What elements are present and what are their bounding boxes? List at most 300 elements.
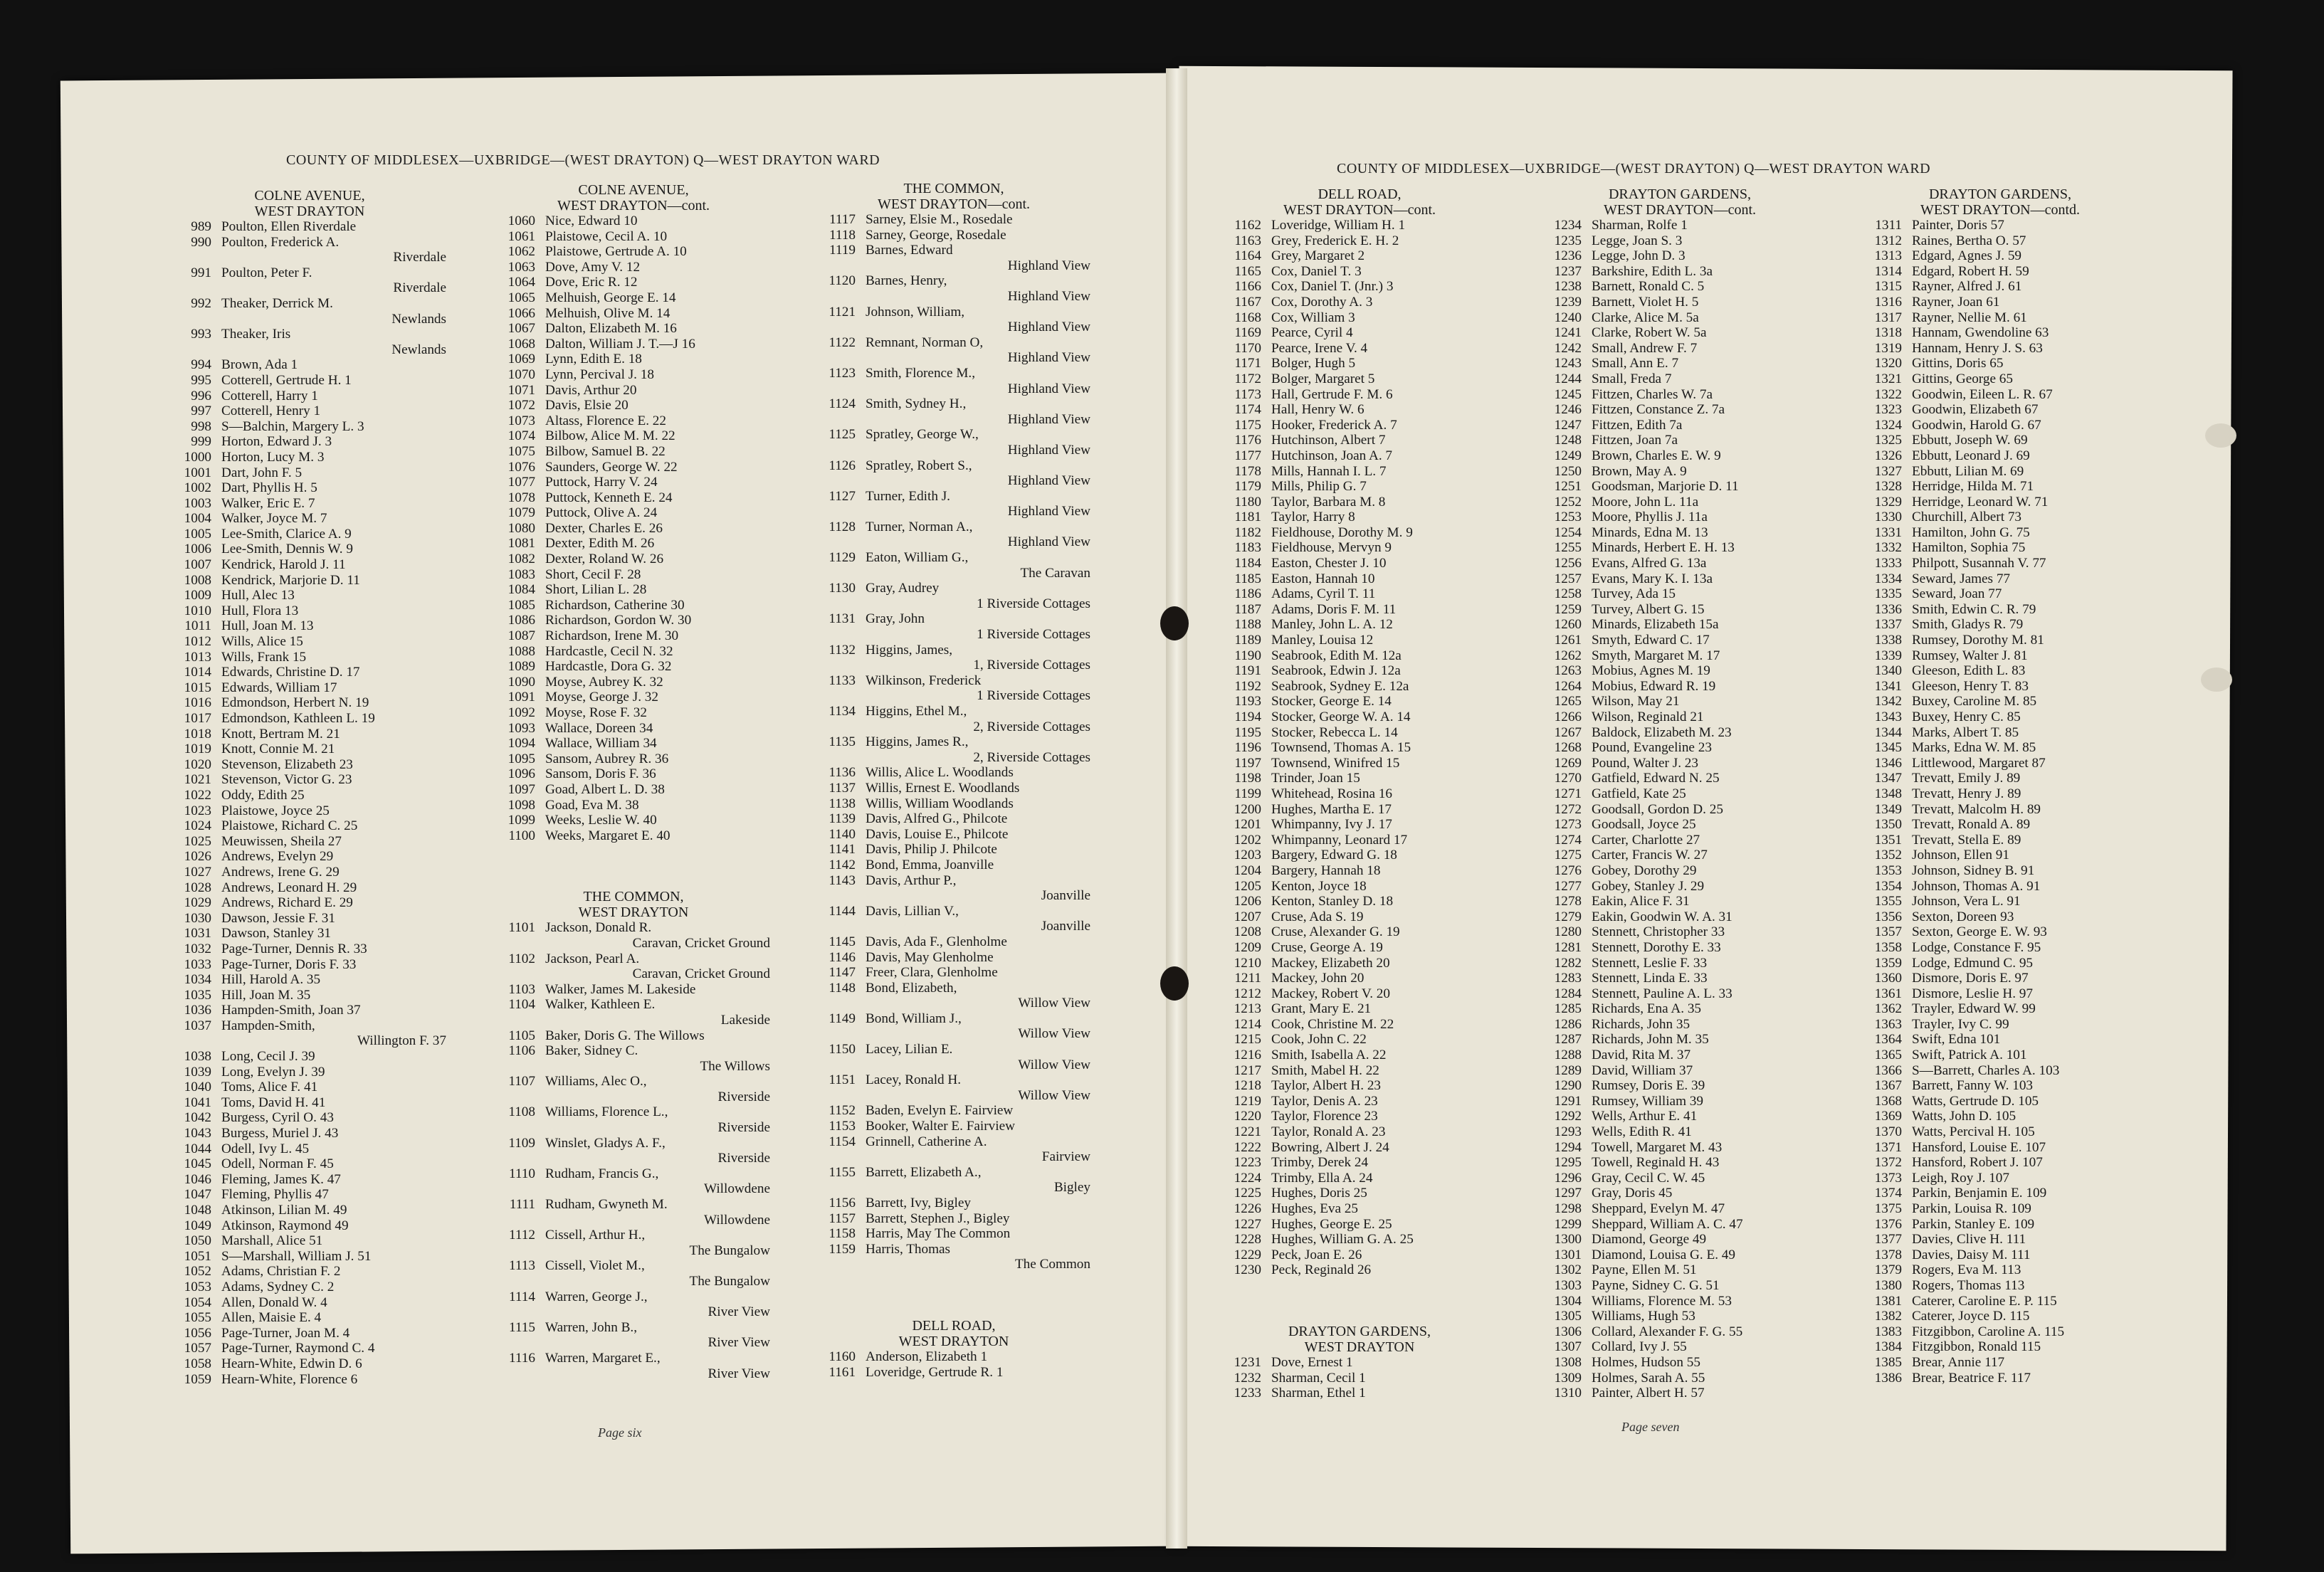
- elector-number: 1222: [1234, 1139, 1261, 1155]
- voter-entry: [1858, 879, 2142, 895]
- elector-name-address: Knott, Connie M. 21: [221, 742, 335, 757]
- elector-name-address: Grant, Mary E. 21: [1271, 1001, 1372, 1017]
- elector-name-address: Leigh, Roy J. 107: [1912, 1170, 2009, 1186]
- elector-number: 1019: [184, 742, 211, 757]
- elector-number: 1066: [508, 305, 535, 321]
- voter-entry: [1858, 940, 2142, 956]
- elector-number: 1355: [1874, 894, 1902, 909]
- section-heading: [1537, 186, 1822, 218]
- elector-name-address: Riverdale: [393, 280, 446, 296]
- elector-number: [491, 1366, 545, 1382]
- elector-name-address: Rudham, Gwyneth M.: [545, 1197, 668, 1213]
- elector-number: 1174: [1234, 402, 1261, 418]
- elector-number: 1275: [1554, 848, 1582, 863]
- elector-number: 1071: [508, 382, 535, 398]
- voter-entry: [1217, 233, 1502, 249]
- voter-entry: [1858, 1339, 2142, 1355]
- voter-entry: [811, 934, 1096, 950]
- elector-name-address: Anderson, Elizabeth 1: [866, 1349, 988, 1364]
- elector-number: 1384: [1874, 1339, 1902, 1355]
- elector-number: [491, 1274, 545, 1289]
- elector-number: 1228: [1234, 1232, 1261, 1247]
- voter-entry: [811, 1180, 1096, 1196]
- elector-number: 1231: [1234, 1354, 1261, 1370]
- elector-name-address: Remnant, Norman O,: [866, 334, 984, 350]
- voter-entry: [1858, 1001, 2142, 1017]
- elector-number: 1123: [829, 365, 856, 381]
- elector-name-address: Dawson, Stanley 31: [221, 926, 332, 941]
- elector-number: 1089: [508, 659, 535, 675]
- elector-number: 1039: [184, 1064, 211, 1080]
- elector-number: 1277: [1554, 878, 1582, 894]
- voter-entry: [811, 688, 1096, 704]
- elector-name-address: Cruse, George A. 19: [1271, 939, 1383, 955]
- elector-number: 1375: [1874, 1201, 1902, 1216]
- voter-entry: [1537, 1032, 1822, 1048]
- voter-entry: [1537, 418, 1822, 433]
- elector-number: [811, 381, 866, 397]
- elector-name-address: Evans, Mary K. I. 13a: [1592, 571, 1713, 586]
- voter-entry: [167, 557, 452, 573]
- voter-entry: [167, 988, 452, 1003]
- elector-number: 1353: [1874, 863, 1902, 878]
- elector-number: 1144: [829, 903, 856, 919]
- elector-name-address: Hamilton, Sophia 75: [1912, 540, 2026, 556]
- elector-number: 1372: [1874, 1155, 1902, 1171]
- elector-number: 1111: [509, 1197, 535, 1213]
- voter-entry: [1537, 909, 1822, 925]
- elector-number: 1190: [1234, 648, 1261, 663]
- elector-name-address: Dexter, Edith M. 26: [545, 536, 655, 552]
- elector-number: [811, 627, 866, 643]
- voter-entry: [1217, 525, 1502, 541]
- elector-number: 1213: [1234, 1001, 1261, 1017]
- elector-number: 1253: [1554, 510, 1582, 525]
- elector-name-address: Trevatt, Emily J. 89: [1912, 771, 2021, 786]
- elector-name-address: Fairview: [1041, 1149, 1090, 1165]
- elector-name-address: Trevatt, Henry J. 89: [1912, 786, 2021, 801]
- elector-name-address: Richards, John 35: [1592, 1016, 1691, 1032]
- elector-name-address: Hughes, George E. 25: [1271, 1216, 1392, 1232]
- elector-number: 1230: [1234, 1262, 1261, 1278]
- elector-name-address: Brear, Beatrice F. 117: [1912, 1370, 2031, 1386]
- voter-entry: [1217, 1247, 1502, 1263]
- elector-number: 1219: [1234, 1093, 1261, 1109]
- elector-name-address: Fieldhouse, Mervyn 9: [1271, 540, 1392, 556]
- elector-number: 1368: [1874, 1093, 1902, 1109]
- elector-number: 1010: [184, 603, 211, 618]
- elector-number: 1256: [1554, 556, 1582, 571]
- voter-entry: [167, 618, 452, 634]
- elector-number: 1214: [1234, 1016, 1261, 1032]
- elector-number: 1120: [829, 273, 856, 289]
- voter-entry: [1537, 1171, 1822, 1186]
- elector-name-address: Sharman, Cecil 1: [1271, 1370, 1366, 1386]
- elector-number: [811, 996, 866, 1011]
- elector-number: 1184: [1234, 556, 1261, 571]
- elector-name-address: Carter, Charlotte 27: [1592, 832, 1700, 848]
- voter-entry: [1537, 325, 1822, 341]
- elector-number: 1097: [508, 781, 535, 797]
- elector-name-address: Riverside: [717, 1089, 770, 1104]
- elector-number: 1309: [1554, 1370, 1582, 1386]
- voter-entry: [1217, 924, 1502, 940]
- elector-name-address: Taylor, Albert H. 23: [1271, 1078, 1382, 1094]
- elector-number: 1177: [1234, 448, 1261, 463]
- voter-entry: [1217, 879, 1502, 895]
- elector-name-address: Rumsey, Dorothy M. 81: [1912, 633, 2044, 648]
- voter-entry: [1537, 1355, 1822, 1371]
- elector-name-address: Sexton, George E. W. 93: [1912, 924, 2047, 940]
- voter-entry: [491, 521, 776, 537]
- voter-entry: [1217, 356, 1502, 371]
- elector-name-address: Poulton, Peter F.: [221, 265, 312, 280]
- elector-number: 1192: [1234, 678, 1261, 694]
- elector-name-address: Hughes, Eva 25: [1271, 1201, 1359, 1216]
- elector-number: 1079: [508, 505, 535, 521]
- elector-number: 1059: [184, 1371, 211, 1387]
- voter-entry: [167, 1203, 452, 1218]
- elector-name-address: Moore, Phyllis J. 11a: [1592, 510, 1708, 525]
- voter-entry: [811, 1226, 1096, 1242]
- voter-entry: [1858, 817, 2142, 833]
- elector-number: 1014: [184, 665, 211, 680]
- voter-entry: [1858, 218, 2142, 233]
- voter-entry: [811, 765, 1096, 781]
- section-heading-line: WEST DRAYTON—cont.: [877, 196, 1031, 212]
- elector-name-address: Sharman, Rolfe 1: [1592, 218, 1688, 233]
- voter-entry: [1217, 802, 1502, 818]
- voter-entry: [811, 1257, 1096, 1272]
- elector-number: 1296: [1554, 1170, 1582, 1186]
- voter-entry: [811, 566, 1096, 581]
- elector-name-address: Sarney, George, Rosedale: [866, 227, 1006, 243]
- elector-name-address: Williams, Hugh 53: [1592, 1309, 1695, 1324]
- elector-name-address: Barrett, Stephen J., Bigley: [866, 1210, 1010, 1226]
- elector-name-address: Brown, Charles E. W. 9: [1592, 448, 1721, 463]
- elector-name-address: Seward, Joan 77: [1912, 586, 2002, 602]
- elector-name-address: Long, Evelyn J. 39: [221, 1064, 325, 1080]
- section-heading-line: DELL ROAD,: [1318, 186, 1402, 202]
- voter-entry: [491, 1320, 776, 1336]
- elector-number: 1164: [1234, 248, 1261, 264]
- voter-entry: [811, 228, 1096, 243]
- elector-number: 1069: [508, 352, 535, 367]
- elector-name-address: Bargery, Edward G. 18: [1271, 848, 1397, 863]
- voter-entry: [1858, 387, 2142, 403]
- elector-number: [491, 1090, 545, 1105]
- elector-number: 1352: [1874, 848, 1902, 863]
- elector-number: 1047: [184, 1187, 211, 1203]
- elector-name-address: Wells, Arthur E. 41: [1592, 1109, 1698, 1124]
- elector-number: 1187: [1234, 601, 1261, 617]
- elector-number: 1342: [1874, 694, 1902, 709]
- elector-name-address: Watts, Gertrude D. 105: [1912, 1093, 2039, 1109]
- elector-number: [811, 1026, 866, 1042]
- elector-number: 1090: [508, 674, 535, 690]
- voter-entry: [167, 1065, 452, 1080]
- voter-entry: [167, 1280, 452, 1295]
- voter-entry: [167, 742, 452, 757]
- elector-number: 1240: [1554, 310, 1582, 325]
- voter-entry: [1858, 725, 2142, 741]
- voter-entry: [1537, 740, 1822, 756]
- voter-entry: [811, 443, 1096, 458]
- elector-name-address: Wallace, William 34: [545, 736, 657, 751]
- elector-name-address: Walker, Joyce M. 7: [221, 511, 327, 527]
- voter-entry: [491, 552, 776, 567]
- elector-number: 1252: [1554, 494, 1582, 510]
- voter-entry: [811, 1072, 1096, 1088]
- voter-entry: [491, 736, 776, 751]
- voter-entry: [1537, 725, 1822, 741]
- voter-entry: [491, 321, 776, 337]
- voter-entry: [1537, 510, 1822, 525]
- voter-entry: [491, 213, 776, 229]
- voter-entry: [811, 858, 1096, 873]
- voter-entry: [1537, 233, 1822, 249]
- elector-name-address: Lacey, Ronald H.: [866, 1072, 962, 1088]
- elector-name-address: Gittins, Doris 65: [1912, 356, 2004, 371]
- elector-number: 1171: [1234, 356, 1261, 371]
- elector-number: 1259: [1554, 601, 1582, 617]
- voter-entry: [167, 1141, 452, 1157]
- elector-name-address: Gatfield, Edward N. 25: [1592, 771, 1720, 786]
- elector-number: 1046: [184, 1171, 211, 1187]
- elector-name-address: Clarke, Robert W. 5a: [1592, 325, 1707, 341]
- voter-entry: [1217, 617, 1502, 633]
- elector-name-address: Gray, Cecil C. W. 45: [1592, 1170, 1705, 1186]
- voter-entry: [167, 1310, 452, 1326]
- voter-entry: [811, 673, 1096, 689]
- elector-number: [811, 1257, 866, 1272]
- elector-number: 1136: [829, 765, 856, 781]
- elector-name-address: Freer, Clara, Glenholme: [866, 965, 998, 981]
- voter-entry: [1537, 694, 1822, 709]
- elector-number: 1312: [1874, 233, 1902, 248]
- elector-name-address: Diamond, Louisa G. E. 49: [1592, 1247, 1735, 1262]
- voter-entry: [491, 1059, 776, 1075]
- elector-number: 1310: [1554, 1386, 1582, 1401]
- voter-entry: [1217, 894, 1502, 909]
- elector-number: 1366: [1874, 1062, 1902, 1078]
- elector-name-address: Goodsman, Marjorie D. 11: [1592, 479, 1739, 495]
- elector-name-address: Harris, May The Common: [866, 1226, 1011, 1242]
- elector-name-address: 1 Riverside Cottages: [977, 627, 1090, 643]
- elector-number: 1015: [184, 680, 211, 695]
- elector-name-address: Caterer, Caroline E. P. 115: [1912, 1293, 2057, 1309]
- voter-entry: [167, 250, 452, 265]
- elector-number: [491, 966, 545, 982]
- elector-number: 1102: [508, 951, 535, 966]
- elector-name-address: Highland View: [1007, 473, 1090, 489]
- elector-number: 1125: [829, 427, 856, 443]
- voter-entry: [1858, 986, 2142, 1002]
- voter-entry: [167, 1218, 452, 1234]
- voter-entry: [1858, 556, 2142, 571]
- elector-name-address: Stennett, Leslie F. 33: [1592, 955, 1708, 971]
- elector-name-address: Edmondson, Herbert N. 19: [221, 695, 369, 711]
- elector-name-address: Lee-Smith, Dennis W. 9: [221, 542, 353, 557]
- elector-number: 1052: [184, 1264, 211, 1280]
- elector-name-address: The Common: [1014, 1257, 1090, 1272]
- voter-entry: [1858, 495, 2142, 510]
- section-heading: [1858, 186, 2142, 218]
- elector-name-address: Stennett, Pauline A. L. 33: [1592, 986, 1733, 1001]
- section-heading: [491, 182, 776, 213]
- elector-name-address: Kendrick, Marjorie D. 11: [221, 572, 360, 588]
- elector-number: 1057: [184, 1341, 211, 1356]
- voter-entry: [167, 1264, 452, 1280]
- elector-name-address: Swift, Patrick A. 101: [1912, 1048, 2027, 1063]
- elector-name-address: Riverside: [717, 1151, 770, 1166]
- voter-entry: [1537, 863, 1822, 879]
- elector-name-address: Richards, John M. 35: [1592, 1032, 1709, 1048]
- elector-number: 1286: [1554, 1016, 1582, 1032]
- elector-name-address: River View: [708, 1335, 770, 1351]
- voter-entry: [167, 680, 452, 696]
- elector-number: 1284: [1554, 986, 1582, 1001]
- elector-name-address: Brear, Annie 117: [1912, 1354, 2005, 1370]
- voter-entry: [1217, 540, 1502, 556]
- elector-number: 1021: [184, 772, 211, 788]
- elector-name-address: Mobius, Edward R. 19: [1592, 678, 1716, 694]
- elector-name-address: Wilkinson, Frederick: [866, 672, 982, 688]
- elector-number: 1348: [1874, 786, 1902, 801]
- voter-entry: [1537, 341, 1822, 357]
- elector-number: 1318: [1874, 325, 1902, 341]
- voter-entry: [167, 465, 452, 481]
- voter-entry: [1858, 1155, 2142, 1171]
- voter-entry: [1858, 1355, 2142, 1371]
- elector-name-address: Fleming, Phyllis 47: [221, 1187, 329, 1203]
- elector-number: 1369: [1874, 1109, 1902, 1124]
- elector-name-address: Willow View: [1018, 1057, 1090, 1072]
- elector-name-address: Johnson, Vera L. 91: [1912, 894, 2021, 909]
- elector-number: 1278: [1554, 894, 1582, 909]
- voter-entry: [1217, 1063, 1502, 1079]
- voter-entry: [1858, 571, 2142, 587]
- voter-entry: [1217, 863, 1502, 879]
- voter-entry: [1537, 525, 1822, 541]
- elector-name-address: Stocker, Rebecca L. 14: [1271, 724, 1398, 740]
- voter-entry: [811, 258, 1096, 274]
- elector-name-address: Easton, Hannah 10: [1271, 571, 1375, 586]
- elector-number: [491, 1151, 545, 1166]
- voter-entry: [167, 926, 452, 941]
- elector-name-address: Manley, John L. A. 12: [1271, 617, 1393, 633]
- elector-name-address: Hannam, Gwendoline 63: [1912, 325, 2049, 341]
- voter-entry: [1537, 402, 1822, 418]
- elector-name-address: Davis, Ada F., Glenholme: [866, 934, 1007, 949]
- elector-name-address: Oddy, Edith 25: [221, 787, 305, 803]
- elector-name-address: Kenton, Joyce 18: [1271, 878, 1367, 894]
- elector-number: 1330: [1874, 510, 1902, 525]
- elector-number: 1106: [508, 1043, 535, 1059]
- voter-entry: [811, 1119, 1096, 1134]
- elector-number: 1028: [184, 880, 211, 895]
- elector-name-address: Smith, Gladys R. 79: [1912, 617, 2024, 633]
- elector-number: 1068: [508, 336, 535, 352]
- voter-entry: [167, 1249, 452, 1265]
- elector-name-address: Caravan, Cricket Ground: [632, 966, 770, 982]
- voter-entry: [1537, 940, 1822, 956]
- elector-number: 1128: [829, 519, 856, 534]
- voter-entry: [167, 834, 452, 850]
- elector-name-address: Evans, Alfred G. 13a: [1592, 556, 1707, 571]
- elector-name-address: Short, Lilian L. 28: [545, 582, 647, 598]
- elector-number: 1101: [508, 920, 535, 936]
- elector-number: [811, 1057, 866, 1073]
- elector-number: 1319: [1874, 340, 1902, 356]
- elector-name-address: Barkshire, Edith L. 3a: [1592, 263, 1713, 279]
- elector-number: 1333: [1874, 556, 1902, 571]
- elector-name-address: Saunders, George W. 22: [545, 459, 678, 475]
- elector-number: 1344: [1874, 724, 1902, 740]
- elector-name-address: Trevatt, Stella E. 89: [1912, 832, 2021, 848]
- elector-number: 1064: [508, 275, 535, 290]
- voter-entry: [811, 366, 1096, 381]
- elector-name-address: Bilbow, Samuel B. 22: [545, 443, 666, 459]
- elector-name-address: Seabrook, Edwin J. 12a: [1271, 663, 1401, 679]
- elector-name-address: Ebbutt, Leonard J. 69: [1912, 448, 2030, 463]
- voter-entry: [811, 965, 1096, 981]
- elector-number: [491, 1013, 545, 1028]
- elector-name-address: Bond, William J.,: [866, 1011, 962, 1026]
- elector-name-address: Swift, Edna 101: [1912, 1032, 2001, 1048]
- elector-number: 1110: [509, 1166, 535, 1181]
- elector-number: 1197: [1234, 755, 1261, 771]
- voter-entry: [167, 772, 452, 788]
- elector-number: 1037: [184, 1018, 211, 1033]
- left-page-number: Page six: [598, 1425, 642, 1440]
- staple-hole: [1160, 966, 1189, 1001]
- elector-number: 1328: [1874, 479, 1902, 495]
- elector-name-address: Riverdale: [393, 250, 446, 265]
- voter-entry: [1537, 1232, 1822, 1247]
- elector-number: [811, 566, 866, 581]
- elector-name-address: Taylor, Denis A. 23: [1271, 1093, 1378, 1109]
- voter-entry: [167, 1095, 452, 1111]
- voter-entry: [811, 519, 1096, 535]
- elector-number: 1291: [1554, 1093, 1582, 1109]
- elector-number: [811, 888, 866, 904]
- elector-name-address: Carter, Francis W. 27: [1592, 848, 1708, 863]
- voter-entry: [1858, 1094, 2142, 1109]
- elector-name-address: Cox, Daniel T. (Jnr.) 3: [1271, 279, 1394, 295]
- elector-name-address: Hampden-Smith,: [221, 1018, 315, 1033]
- voter-entry: [1217, 909, 1502, 925]
- voter-entry: [167, 849, 452, 865]
- voter-entry: [491, 1243, 776, 1259]
- voter-entry: [811, 827, 1096, 843]
- elector-number: 1100: [508, 828, 535, 843]
- elector-name-address: Cox, William 3: [1271, 310, 1355, 325]
- voter-entry: [167, 296, 452, 312]
- elector-number: 1043: [184, 1126, 211, 1141]
- voter-entry: [491, 1289, 776, 1305]
- elector-number: [491, 1213, 545, 1228]
- voter-entry: [811, 305, 1096, 320]
- elector-number: 1262: [1554, 648, 1582, 663]
- elector-number: 1251: [1554, 479, 1582, 495]
- elector-number: 1080: [508, 520, 535, 536]
- voter-entry: [167, 1326, 452, 1341]
- column-2: [491, 182, 776, 1381]
- voter-entry: [1858, 356, 2142, 371]
- voter-entry: [491, 1351, 776, 1366]
- elector-name-address: Baker, Sidney C.: [545, 1043, 638, 1059]
